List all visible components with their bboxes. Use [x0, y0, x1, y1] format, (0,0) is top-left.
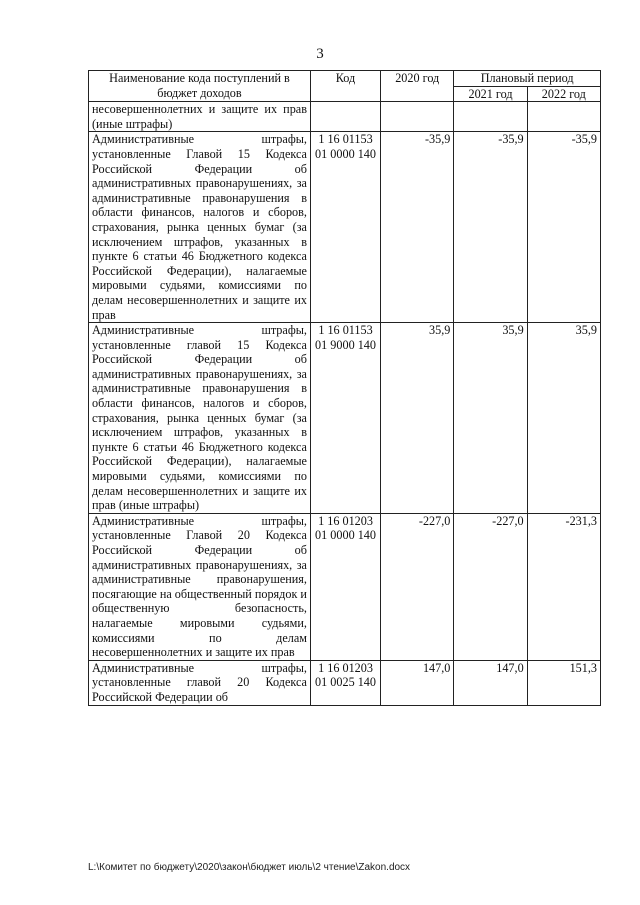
row-value-2020: 147,0	[381, 660, 454, 705]
row-value-2022: -35,9	[527, 132, 600, 323]
header-code: Код	[310, 71, 380, 102]
table-row	[89, 513, 601, 660]
row-value-2021: 35,9	[454, 323, 527, 514]
row-value-2021: 147,0	[454, 660, 527, 705]
row-code: 1 16 01203 01 0025 140	[310, 660, 380, 705]
page-number: 3	[316, 46, 324, 62]
row-name: Административные штрафы, установленные главой 15 Кодекса Российской Федерации об административных правонарушениях, за административные правонарушения в области финансов, налогов и сборов, страхования, рынка ценных бумаг (за исключением штрафов, указанных в пункте 6 статьи 46 Бюджетного кодекса Российской Федерации), налагаемые мировыми судьями, комиссиями по делам несовершеннолетних и защите их прав (иные штрафы)	[89, 323, 311, 514]
header-name: Наименование кода поступлений в бюджет доходов	[89, 71, 311, 102]
row-value-2022: 151,3	[527, 660, 600, 705]
row-name: Административные штрафы, установленные главой 20 Кодекса Российской Федерации об	[89, 660, 311, 705]
continuation-row	[89, 102, 601, 132]
header-year-2020: 2020 год	[381, 71, 454, 102]
row-value-2020: 35,9	[381, 323, 454, 514]
row-code: 1 16 01203 01 0000 140	[310, 513, 380, 660]
row-value-2022: 35,9	[527, 323, 600, 514]
row-name: Административные штрафы, установленные Главой 20 Кодекса Российской Федерации об административных правонарушениях, за административные правонарушения, посягающие на общественный порядок и общественную безопасность, налагаемые мировыми судьями, комиссиями по делам несовершеннолетних и защите их прав	[89, 513, 311, 660]
revenue-table	[88, 70, 601, 706]
row-value-2021: -227,0	[454, 513, 527, 660]
header-plan-period: Плановый период	[454, 71, 601, 87]
file-path-footer: L:\Комитет по бюджету\2020\закон\бюджет июль\2 чтение\Zakon.docx	[88, 862, 411, 873]
row-name: Административные штрафы, установленные Главой 15 Кодекса Российской Федерации об административных правонарушениях, за административные правонарушения в области финансов, налогов и сборов, страхования, рынка ценных бумаг (за исключением штрафов, указанных в пункте 6 статьи 46 Бюджетного кодекса Российской Федерации), налагаемые мировыми судьями, комиссиями по делам несовершеннолетних и защите их прав	[89, 132, 311, 323]
table-row	[89, 660, 601, 705]
row-value-2020: -227,0	[381, 513, 454, 660]
continuation-text: несовершеннолетних и защите их прав (иные штрафы)	[89, 102, 311, 132]
header-year-2021: 2021 год	[454, 86, 527, 102]
table-row	[89, 323, 601, 514]
row-code: 1 16 01153 01 9000 140	[310, 323, 380, 514]
row-value-2021: -35,9	[454, 132, 527, 323]
header-year-2022: 2022 год	[527, 86, 600, 102]
row-code: 1 16 01153 01 0000 140	[310, 132, 380, 323]
row-value-2020: -35,9	[381, 132, 454, 323]
header-row	[89, 71, 601, 87]
row-value-2022: -231,3	[527, 513, 600, 660]
table-row	[89, 132, 601, 323]
